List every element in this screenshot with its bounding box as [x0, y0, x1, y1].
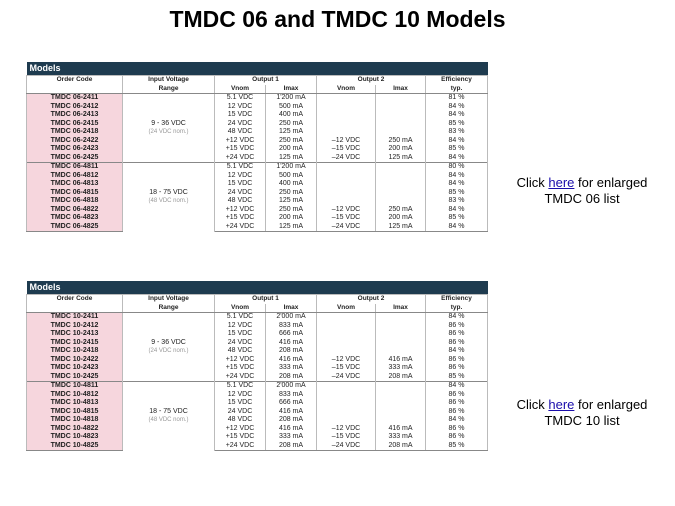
input-voltage-range: 18 - 75 VDC [149, 407, 188, 415]
table-row [27, 416, 488, 425]
order-code-cell: TMDC 06-4825 [27, 223, 123, 232]
efficiency-cell: 86 % [426, 399, 488, 408]
output1-vnom-cell: 12 VDC [215, 322, 266, 331]
output2-vnom-cell: –24 VDC [317, 442, 376, 451]
vnom-header: Vnom [215, 85, 266, 94]
output1-imax-cell: 125 mA [266, 223, 317, 232]
order-code-cell: TMDC 06-4822 [27, 206, 123, 215]
order-code-cell: TMDC 10-4813 [27, 399, 123, 408]
output1-vnom-cell: 12 VDC [215, 391, 266, 400]
efficiency-header: Efficiency [426, 76, 488, 85]
output2-vnom-cell: –15 VDC [317, 145, 376, 154]
output2-imax-cell: 416 mA [376, 356, 426, 365]
input-voltage-header: Input Voltage [123, 76, 215, 85]
table-row [27, 433, 488, 442]
output2-vnom-cell: –12 VDC [317, 206, 376, 215]
models-header-bar [27, 281, 488, 295]
efficiency-cell: 86 % [426, 391, 488, 400]
order-code-cell: TMDC 06-2415 [27, 120, 123, 129]
link-prefix: Click [516, 397, 549, 412]
order-code-cell: TMDC 10-2422 [27, 356, 123, 365]
output1-imax-cell: 200 mA [266, 145, 317, 154]
output2-imax-cell [376, 197, 426, 206]
output1-imax-cell: 200 mA [266, 214, 317, 223]
table-row [27, 347, 488, 356]
order-code-cell: TMDC 06-2425 [27, 154, 123, 163]
efficiency-header: Efficiency [426, 295, 488, 304]
output2-imax-cell: 125 mA [376, 223, 426, 232]
efficiency-cell: 86 % [426, 425, 488, 434]
output2-vnom-cell [317, 347, 376, 356]
order-code-cell: TMDC 06-2423 [27, 145, 123, 154]
efficiency-cell: 84 % [426, 223, 488, 232]
output1-imax-cell: 125 mA [266, 154, 317, 163]
output2-vnom-cell [317, 103, 376, 112]
output1-vnom-cell: 12 VDC [215, 103, 266, 112]
output2-imax-cell [376, 94, 426, 103]
table-row [27, 103, 488, 112]
order-code-cell: TMDC 06-4823 [27, 214, 123, 223]
efficiency-cell: 83 % [426, 128, 488, 137]
output2-vnom-cell: –24 VDC [317, 223, 376, 232]
efficiency-cell: 84 % [426, 313, 488, 322]
output1-imax-cell: 416 mA [266, 356, 317, 365]
table-row [27, 223, 488, 232]
link-line2: TMDC 10 list [544, 413, 620, 428]
table-row [27, 214, 488, 223]
order-code-cell: TMDC 06-4818 [27, 197, 123, 206]
output2-vnom-cell [317, 313, 376, 322]
order-code-cell: TMDC 06-4811 [27, 163, 123, 172]
output2-vnom-cell: –15 VDC [317, 433, 376, 442]
output1-vnom-cell: +24 VDC [215, 442, 266, 451]
imax-header: Imax [376, 85, 426, 94]
output1-vnom-cell: +15 VDC [215, 145, 266, 154]
output2-imax-cell: 250 mA [376, 206, 426, 215]
output2-imax-cell: 125 mA [376, 154, 426, 163]
order-code-cell: TMDC 06-2411 [27, 94, 123, 103]
input-voltage-nominal: (24 VDC nom.) [148, 348, 189, 354]
output2-vnom-cell [317, 128, 376, 137]
output2-header: Output 2 [317, 295, 426, 304]
output2-vnom-cell: –12 VDC [317, 137, 376, 146]
table-row [27, 408, 488, 417]
efficiency-cell: 86 % [426, 433, 488, 442]
output2-imax-cell [376, 111, 426, 120]
tmdc06-models-table [26, 62, 487, 232]
order-code-cell: TMDC 10-2413 [27, 330, 123, 339]
link-suffix: for enlarged [574, 175, 648, 190]
order-code-cell: TMDC 10-4811 [27, 382, 123, 391]
models-header-label: Models [27, 281, 488, 295]
output1-vnom-cell: 48 VDC [215, 197, 266, 206]
order-code-cell: TMDC 10-4818 [27, 416, 123, 425]
output2-imax-cell [376, 322, 426, 331]
output2-imax-cell: 200 mA [376, 145, 426, 154]
table-row [27, 330, 488, 339]
slide-title: TMDC 06 and TMDC 10 Models [169, 6, 506, 32]
order-code-cell: TMDC 06-2413 [27, 111, 123, 120]
imax-header: Imax [266, 85, 317, 94]
output1-vnom-cell: 48 VDC [215, 128, 266, 137]
output1-imax-cell: 333 mA [266, 433, 317, 442]
output1-vnom-cell: 24 VDC [215, 189, 266, 198]
order-code-cell: TMDC 10-2423 [27, 364, 123, 373]
order-code-cell: TMDC 06-2412 [27, 103, 123, 112]
output1-vnom-cell: 15 VDC [215, 330, 266, 339]
efficiency-cell: 84 % [426, 382, 488, 391]
output2-imax-cell [376, 391, 426, 400]
output1-vnom-cell: +12 VDC [215, 425, 266, 434]
column-header-row [27, 76, 488, 85]
output1-imax-cell: 416 mA [266, 425, 317, 434]
table-row [27, 197, 488, 206]
table-row [27, 189, 488, 198]
output2-vnom-cell [317, 391, 376, 400]
efficiency-cell: 84 % [426, 416, 488, 425]
output1-vnom-cell: 5.1 VDC [215, 382, 266, 391]
output2-imax-cell [376, 408, 426, 417]
output2-imax-cell [376, 339, 426, 348]
output2-vnom-cell [317, 322, 376, 331]
efficiency-cell: 81 % [426, 94, 488, 103]
output2-vnom-cell [317, 416, 376, 425]
table-row [27, 339, 488, 348]
output2-vnom-cell [317, 339, 376, 348]
output2-vnom-cell [317, 163, 376, 172]
output2-imax-cell [376, 313, 426, 322]
table-row [27, 163, 488, 172]
table-row [27, 120, 488, 129]
column-subheader-row [27, 85, 488, 94]
table-row [27, 364, 488, 373]
order-code-cell: TMDC 10-4812 [27, 391, 123, 400]
output2-imax-cell [376, 382, 426, 391]
output1-imax-cell: 833 mA [266, 322, 317, 331]
input-voltage-range: 9 - 36 VDC [151, 338, 186, 346]
table-row [27, 356, 488, 365]
input-voltage-nominal: (24 VDC nom.) [148, 129, 189, 135]
output2-imax-cell [376, 189, 426, 198]
output2-vnom-cell [317, 172, 376, 181]
tmdc10-link-note [498, 397, 666, 429]
output1-imax-cell: 208 mA [266, 416, 317, 425]
input-voltage-header: Input Voltage [123, 295, 215, 304]
input-voltage-range: 18 - 75 VDC [149, 188, 188, 196]
order-code-subheader [27, 85, 123, 94]
output2-imax-cell: 333 mA [376, 433, 426, 442]
table-row [27, 111, 488, 120]
output1-header: Output 1 [215, 295, 317, 304]
table-row [27, 145, 488, 154]
output2-imax-cell: 200 mA [376, 214, 426, 223]
output1-vnom-cell: 12 VDC [215, 172, 266, 181]
order-code-cell: TMDC 10-2411 [27, 313, 123, 322]
output1-imax-cell: 1'200 mA [266, 94, 317, 103]
order-code-cell: TMDC 10-2425 [27, 373, 123, 382]
efficiency-cell: 85 % [426, 120, 488, 129]
output2-imax-cell [376, 347, 426, 356]
output1-imax-cell: 125 mA [266, 128, 317, 137]
typ-header: typ. [426, 85, 488, 94]
input-voltage-range: 9 - 36 VDC [151, 119, 186, 127]
efficiency-cell: 80 % [426, 163, 488, 172]
output1-vnom-cell: +15 VDC [215, 364, 266, 373]
tmdc06-link-note [498, 175, 666, 207]
output1-vnom-cell: 5.1 VDC [215, 313, 266, 322]
output2-vnom-cell: –15 VDC [317, 364, 376, 373]
order-code-header: Order Code [27, 76, 123, 85]
output2-vnom-cell [317, 330, 376, 339]
output1-imax-cell: 208 mA [266, 373, 317, 382]
output1-vnom-cell: 15 VDC [215, 111, 266, 120]
output2-vnom-cell [317, 197, 376, 206]
input-voltage-cell [123, 163, 215, 232]
order-code-cell: TMDC 06-2422 [27, 137, 123, 146]
output2-imax-cell [376, 416, 426, 425]
tmdc10-models-table [26, 281, 487, 451]
link-prefix: Click [516, 175, 549, 190]
input-voltage-cell [123, 94, 215, 163]
output1-imax-cell: 500 mA [266, 172, 317, 181]
order-code-cell: TMDC 10-2418 [27, 347, 123, 356]
output1-vnom-cell: 24 VDC [215, 120, 266, 129]
output2-imax-cell [376, 163, 426, 172]
output1-imax-cell: 2'000 mA [266, 313, 317, 322]
output1-vnom-cell: +15 VDC [215, 214, 266, 223]
table-row [27, 391, 488, 400]
output1-imax-cell: 208 mA [266, 442, 317, 451]
efficiency-cell: 86 % [426, 356, 488, 365]
efficiency-cell: 85 % [426, 145, 488, 154]
input-voltage-nominal: (48 VDC nom.) [148, 417, 189, 424]
output1-imax-cell: 250 mA [266, 189, 317, 198]
table-row [27, 137, 488, 146]
efficiency-cell: 86 % [426, 322, 488, 331]
order-code-cell: TMDC 10-2412 [27, 322, 123, 331]
output1-imax-cell: 833 mA [266, 391, 317, 400]
table-row [27, 128, 488, 137]
order-code-cell: TMDC 10-4825 [27, 442, 123, 451]
efficiency-cell: 84 % [426, 206, 488, 215]
order-code-cell: TMDC 06-4815 [27, 189, 123, 198]
output1-imax-cell: 250 mA [266, 206, 317, 215]
output1-vnom-cell: 15 VDC [215, 180, 266, 189]
vnom-header: Vnom [215, 304, 266, 313]
output1-imax-cell: 125 mA [266, 197, 317, 206]
imax-header: Imax [376, 304, 426, 313]
range-header: Range [123, 85, 215, 94]
output1-imax-cell: 208 mA [266, 347, 317, 356]
output1-vnom-cell: 48 VDC [215, 347, 266, 356]
output1-imax-cell: 500 mA [266, 103, 317, 112]
efficiency-cell: 84 % [426, 172, 488, 181]
order-code-subheader [27, 304, 123, 313]
order-code-cell: TMDC 06-2418 [27, 128, 123, 137]
output2-imax-cell [376, 128, 426, 137]
table-row [27, 382, 488, 391]
table-row [27, 94, 488, 103]
efficiency-cell: 85 % [426, 189, 488, 198]
output2-imax-cell: 208 mA [376, 373, 426, 382]
efficiency-cell: 85 % [426, 373, 488, 382]
output1-imax-cell: 250 mA [266, 120, 317, 129]
order-code-cell: TMDC 10-4815 [27, 408, 123, 417]
efficiency-cell: 86 % [426, 364, 488, 373]
efficiency-cell: 84 % [426, 103, 488, 112]
output1-vnom-cell: +12 VDC [215, 206, 266, 215]
table-row [27, 373, 488, 382]
output2-vnom-cell [317, 189, 376, 198]
input-voltage-nominal: (48 VDC nom.) [148, 198, 189, 205]
output1-imax-cell: 333 mA [266, 364, 317, 373]
output2-imax-cell: 416 mA [376, 425, 426, 434]
output1-vnom-cell: 5.1 VDC [215, 94, 266, 103]
output2-vnom-cell [317, 180, 376, 189]
order-code-cell: TMDC 10-4823 [27, 433, 123, 442]
output2-vnom-cell [317, 399, 376, 408]
table-row [27, 322, 488, 331]
table-row [27, 442, 488, 451]
efficiency-cell: 84 % [426, 154, 488, 163]
efficiency-cell: 86 % [426, 330, 488, 339]
output1-imax-cell: 416 mA [266, 408, 317, 417]
output1-imax-cell: 666 mA [266, 330, 317, 339]
output1-vnom-cell: +15 VDC [215, 433, 266, 442]
output2-header: Output 2 [317, 76, 426, 85]
table-row [27, 180, 488, 189]
output1-imax-cell: 400 mA [266, 180, 317, 189]
efficiency-cell: 84 % [426, 347, 488, 356]
column-header-row [27, 295, 488, 304]
output2-vnom-cell: –24 VDC [317, 154, 376, 163]
output1-vnom-cell: 24 VDC [215, 408, 266, 417]
output2-imax-cell [376, 399, 426, 408]
output1-imax-cell: 400 mA [266, 111, 317, 120]
link-suffix: for enlarged [574, 397, 648, 412]
output2-vnom-cell [317, 382, 376, 391]
vnom-header: Vnom [317, 304, 376, 313]
output2-vnom-cell: –24 VDC [317, 373, 376, 382]
output1-vnom-cell: +24 VDC [215, 154, 266, 163]
output1-header: Output 1 [215, 76, 317, 85]
models-header-label: Models [27, 62, 488, 76]
table-row [27, 399, 488, 408]
efficiency-cell: 84 % [426, 111, 488, 120]
efficiency-cell: 85 % [426, 214, 488, 223]
output2-vnom-cell [317, 94, 376, 103]
models-table [26, 62, 488, 232]
models-table [26, 281, 488, 451]
input-voltage-cell [123, 313, 215, 382]
output2-vnom-cell: –15 VDC [317, 214, 376, 223]
order-code-cell: TMDC 06-4813 [27, 180, 123, 189]
range-header: Range [123, 304, 215, 313]
table-row [27, 206, 488, 215]
output2-imax-cell [376, 172, 426, 181]
output2-vnom-cell [317, 111, 376, 120]
models-header-bar [27, 62, 488, 76]
table-row [27, 425, 488, 434]
order-code-cell: TMDC 06-4812 [27, 172, 123, 181]
output1-imax-cell: 2'000 mA [266, 382, 317, 391]
imax-header: Imax [266, 304, 317, 313]
link-line2: TMDC 06 list [544, 191, 620, 206]
output1-imax-cell: 1'200 mA [266, 163, 317, 172]
typ-header: typ. [426, 304, 488, 313]
output1-vnom-cell: +12 VDC [215, 137, 266, 146]
output1-vnom-cell: 5.1 VDC [215, 163, 266, 172]
output1-vnom-cell: +12 VDC [215, 356, 266, 365]
column-subheader-row [27, 304, 488, 313]
efficiency-cell: 85 % [426, 442, 488, 451]
tmdc06-here-link[interactable]: here [548, 175, 575, 190]
output2-imax-cell [376, 103, 426, 112]
table-row [27, 313, 488, 322]
output1-vnom-cell: +24 VDC [215, 373, 266, 382]
output1-vnom-cell: +24 VDC [215, 223, 266, 232]
output2-imax-cell [376, 330, 426, 339]
output2-imax-cell: 250 mA [376, 137, 426, 146]
output1-imax-cell: 666 mA [266, 399, 317, 408]
table-row [27, 172, 488, 181]
efficiency-cell: 84 % [426, 137, 488, 146]
output2-vnom-cell: –12 VDC [317, 425, 376, 434]
output1-imax-cell: 416 mA [266, 339, 317, 348]
output1-imax-cell: 250 mA [266, 137, 317, 146]
order-code-header: Order Code [27, 295, 123, 304]
tmdc10-here-link[interactable]: here [548, 397, 575, 412]
output2-imax-cell: 208 mA [376, 442, 426, 451]
order-code-cell: TMDC 10-4822 [27, 425, 123, 434]
efficiency-cell: 86 % [426, 408, 488, 417]
efficiency-cell: 83 % [426, 197, 488, 206]
output2-vnom-cell [317, 408, 376, 417]
output2-vnom-cell: –12 VDC [317, 356, 376, 365]
output2-imax-cell: 333 mA [376, 364, 426, 373]
output1-vnom-cell: 15 VDC [215, 399, 266, 408]
order-code-cell: TMDC 10-2415 [27, 339, 123, 348]
output1-vnom-cell: 48 VDC [215, 416, 266, 425]
output2-imax-cell [376, 120, 426, 129]
efficiency-cell: 86 % [426, 339, 488, 348]
efficiency-cell: 84 % [426, 180, 488, 189]
table-row [27, 154, 488, 163]
input-voltage-cell [123, 382, 215, 451]
vnom-header: Vnom [317, 85, 376, 94]
output2-imax-cell [376, 180, 426, 189]
output1-vnom-cell: 24 VDC [215, 339, 266, 348]
output2-vnom-cell [317, 120, 376, 129]
